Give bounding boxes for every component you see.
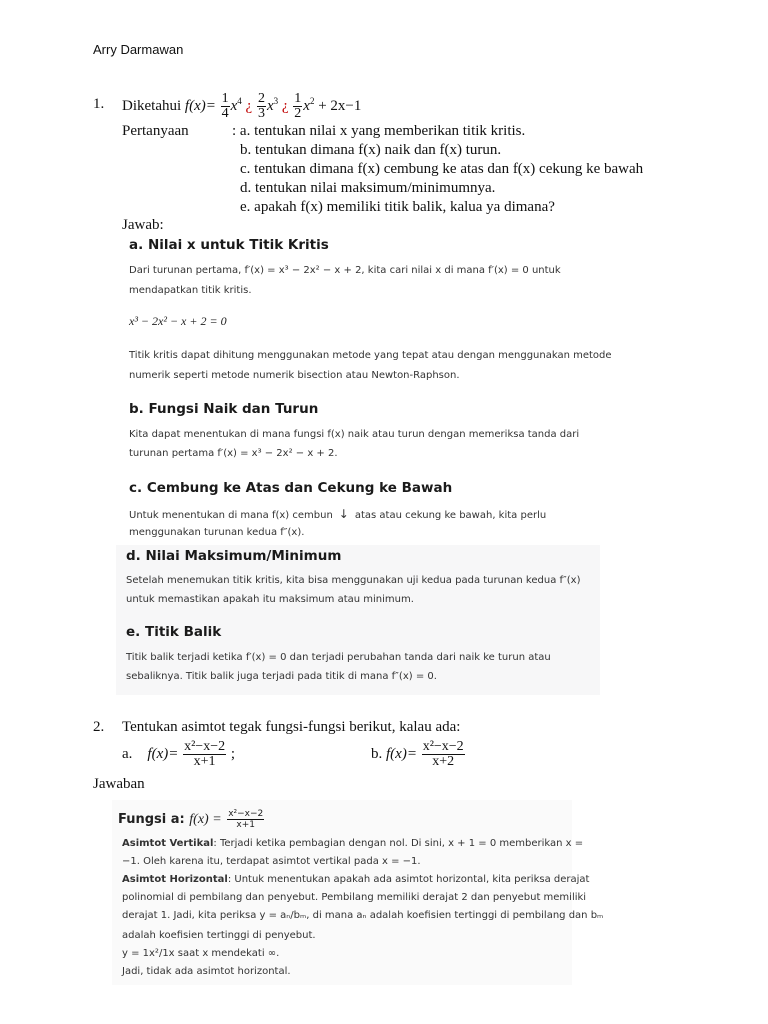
q1-operator-2: ¿	[281, 97, 289, 114]
answer-b-text-1: Kita dapat menentukan di mana fungsi f(x) naik atau turun dengan memeriksa tanda dari	[129, 429, 580, 440]
question-2-text: Tentukan asimtot tegak fungsi-fungsi berikut, kalau ada:	[122, 719, 461, 735]
horizontal-asymptote-line-3: derajat 1. Jadi, kita periksa y = aₙ/bₘ, di mana aₙ adalah koefisien tertinggi di pembilang dan bₘ	[122, 910, 604, 921]
question-b: b. tentukan dimana f(x) naik dan f(x) turun.	[240, 142, 502, 158]
author-name: Arry Darmawan	[93, 42, 184, 57]
q2-part-a: a. f(x)= $\frac{\text{x²−x−2}}{x+1}$ ;	[122, 739, 236, 769]
pertanyaan-label: Pertanyaan	[122, 123, 189, 139]
horizontal-asymptote-line-1: Asimtot Horizontal: Untuk menentukan apakah ada asimtot horizontal, kita periksa derajat	[122, 874, 590, 885]
question-number-2: 2.	[93, 719, 105, 735]
q1-intro: Diketahui	[122, 97, 182, 114]
answer-d-text-1: Setelah menemukan titik kritis, kita bisa menggunakan uji kedua pada turunan kedua f″(x)	[126, 575, 581, 586]
horizontal-asymptote-line-6: Jadi, tidak ada asimtot horizontal.	[122, 966, 291, 977]
answer-c-title: c. Cembung ke Atas dan Cekung ke Bawah	[129, 480, 453, 496]
answer-a-text-3: Titik kritis dapat dihitung menggunakan metode yang tepat atau dengan menggunakan metode	[129, 350, 612, 361]
question-a: : a. tentukan nilai x yang memberikan titik kritis.	[232, 123, 526, 139]
answer-d-title: d. Nilai Maksimum/Minimum	[126, 548, 342, 564]
answer-c-text-1: Untuk menentukan di mana f(x) cembun ↓ atas atau cekung ke bawah, kita perlu	[129, 504, 546, 526]
jawab-label: Jawab:	[122, 217, 164, 233]
answer-a-equation: x³ − 2x² − x + 2 = 0	[129, 314, 227, 328]
question-1-statement: Diketahui f(x)= $\frac{1}{4}$ $x^4$ ¿ $\frac{2}{3}$ $x^3$ ¿ $\frac{1}{2}$ $x^2 + 2x-1$	[122, 91, 362, 121]
horizontal-asymptote-line-2: polinomial di pembilang dan penyebut. Pembilang memiliki derajat 2 dan penyebut memiliki	[122, 892, 587, 903]
q2-part-b: b. f(x)= $\frac{\text{x²−x−2}}{x+2}$	[371, 739, 464, 769]
question-c: c. tentukan dimana f(x) cembung ke atas dan f(x) cekung ke bawah	[240, 161, 644, 177]
answer-c-text-2: menggunakan turunan kedua f″(x).	[129, 527, 305, 538]
q1-term2-fraction: $\frac{2}{3}$	[257, 91, 265, 121]
q2-a-fraction: $\frac{\text{x²−x−2}}{x+1}$	[184, 739, 226, 769]
answer-b-title: b. Fungsi Naik dan Turun	[129, 401, 319, 417]
answer2-title: Fungsi a: f(x) = $\frac{\text{x²−x−2}}{x+1}$	[118, 809, 264, 830]
vertical-asymptote-line-1: Asimtot Vertikal: Terjadi ketika pembagian dengan nol. Di sini, x + 1 = 0 memberikan x =	[122, 838, 584, 849]
vertical-asymptote-line-2: −1. Oleh karena itu, terdapat asimtot vertikal pada x = −1.	[122, 856, 421, 867]
answer-e-text-2: sebaliknya. Titik balik juga terjadi pada titik di mana f″(x) = 0.	[126, 671, 437, 682]
arrow-down-icon: ↓	[338, 507, 349, 521]
answer-e-text-1: Titik balik terjadi ketika f′(x) = 0 dan terjadi perubahan tanda dari naik ke turun atau	[126, 652, 551, 663]
answer2-title-fraction: $\frac{\text{x²−x−2}}{x+1}$	[228, 809, 264, 830]
answer-d-text-2: untuk memastikan apakah itu maksimum atau minimum.	[126, 594, 414, 605]
q1-term1-fraction: $\frac{1}{4}$	[221, 91, 229, 121]
question-number-1: 1.	[93, 96, 105, 112]
q1-func-prefix: f(x)=	[184, 97, 216, 114]
q2-b-fraction: $\frac{\text{x²−x−2}}{x+2}$	[422, 739, 464, 769]
answer-a-text-1: Dari turunan pertama, f′(x) = x³ − 2x² − x + 2, kita cari nilai x di mana f′(x) = 0 untuk	[129, 265, 561, 276]
answer-a-title: a. Nilai x untuk Titik Kritis	[129, 237, 329, 253]
question-d: d. tentukan nilai maksimum/minimumnya.	[240, 180, 496, 196]
jawaban-label: Jawaban	[93, 776, 145, 792]
answer-e-title: e. Titik Balik	[126, 624, 222, 640]
answer-a-text-4: numerik seperti metode numerik bisection atau Newton-Raphson.	[129, 370, 460, 381]
q1-tail: + 2x−1	[318, 97, 362, 114]
q1-term3-fraction: $\frac{1}{2}$	[294, 91, 302, 121]
answer-a-text-2: mendapatkan titik kritis.	[129, 285, 252, 296]
answer-b-text-2: turunan pertama f′(x) = x³ − 2x² − x + 2.	[129, 448, 338, 459]
horizontal-asymptote-line-5: y = 1x²/1x saat x mendekati ∞.	[122, 948, 280, 959]
question-e: e. apakah f(x) memiliki titik balik, kalua ya dimana?	[240, 199, 555, 215]
q1-operator-1: ¿	[245, 97, 253, 114]
horizontal-asymptote-line-4: adalah koefisien tertinggi di penyebut.	[122, 930, 316, 941]
